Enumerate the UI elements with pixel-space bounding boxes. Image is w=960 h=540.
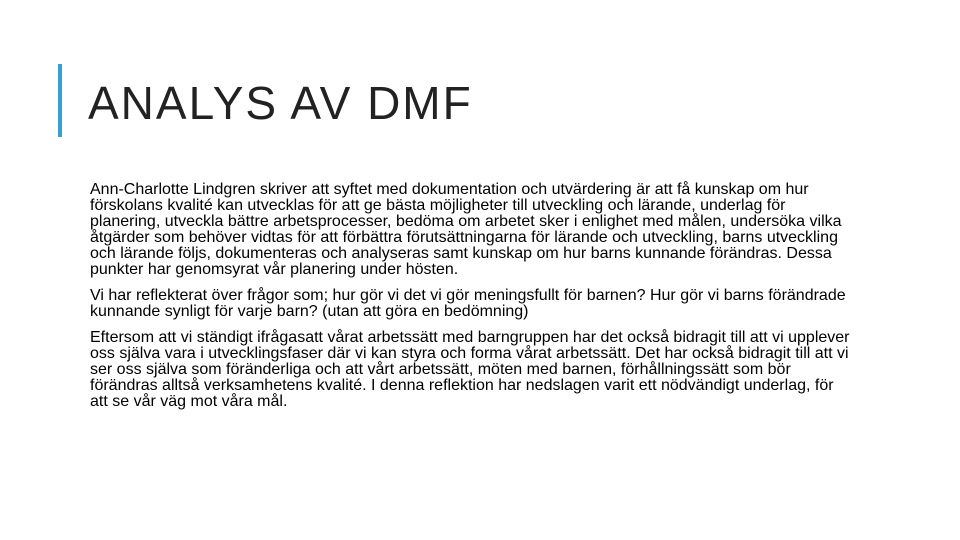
slide-title: ANALYS AV DMF [88,77,473,129]
body-paragraph-3: Eftersom att vi ständigt ifrågasatt vårat arbetssätt med barngruppen har det också bidragit till att vi upplever oss själva vara i utvecklingsfaser där vi kan styra och forma vårat arbetssätt. Det har också bidragit till att vi ser oss själva som föränderliga och att vårt arbetssätt, möten med barnen, förhållningssätt som bör förändras alltså verksamhetens kvalité. I denna reflektion har nedslagen varit ett nödvändigt underlag, för att se vår väg mot våra mål. [90,329,850,410]
title-accent-bar [58,64,62,137]
body-paragraph-1: Ann-Charlotte Lindgren skriver att syftet med dokumentation och utvärdering är att få kunskap om hur förskolans kvalité kan utvecklas för att ge bästa möjligheter till utveckling och lärande, underlag för planering, utveckla bättre arbetsprocesser, bedöma om arbetet sker i enlighet med målen, undersöka vilka åtgärder som behöver vidtas för att förbättra förutsättningarna för lärande och utveckling, barns utveckling och lärande följs, dokumenteras och analyseras samt kunskap om hur barns kunnande förändras. Dessa punkter har genomsyrat vår planering under hösten. [90,181,842,278]
body-paragraph-2: Vi har reflekterat över frågor som; hur gör vi det vi gör meningsfullt för barnen? Hur gör vi barns förändrade kunnande synligt för varje barn? (utan att göra en bedömning) [90,287,846,320]
slide-body [90,182,850,420]
